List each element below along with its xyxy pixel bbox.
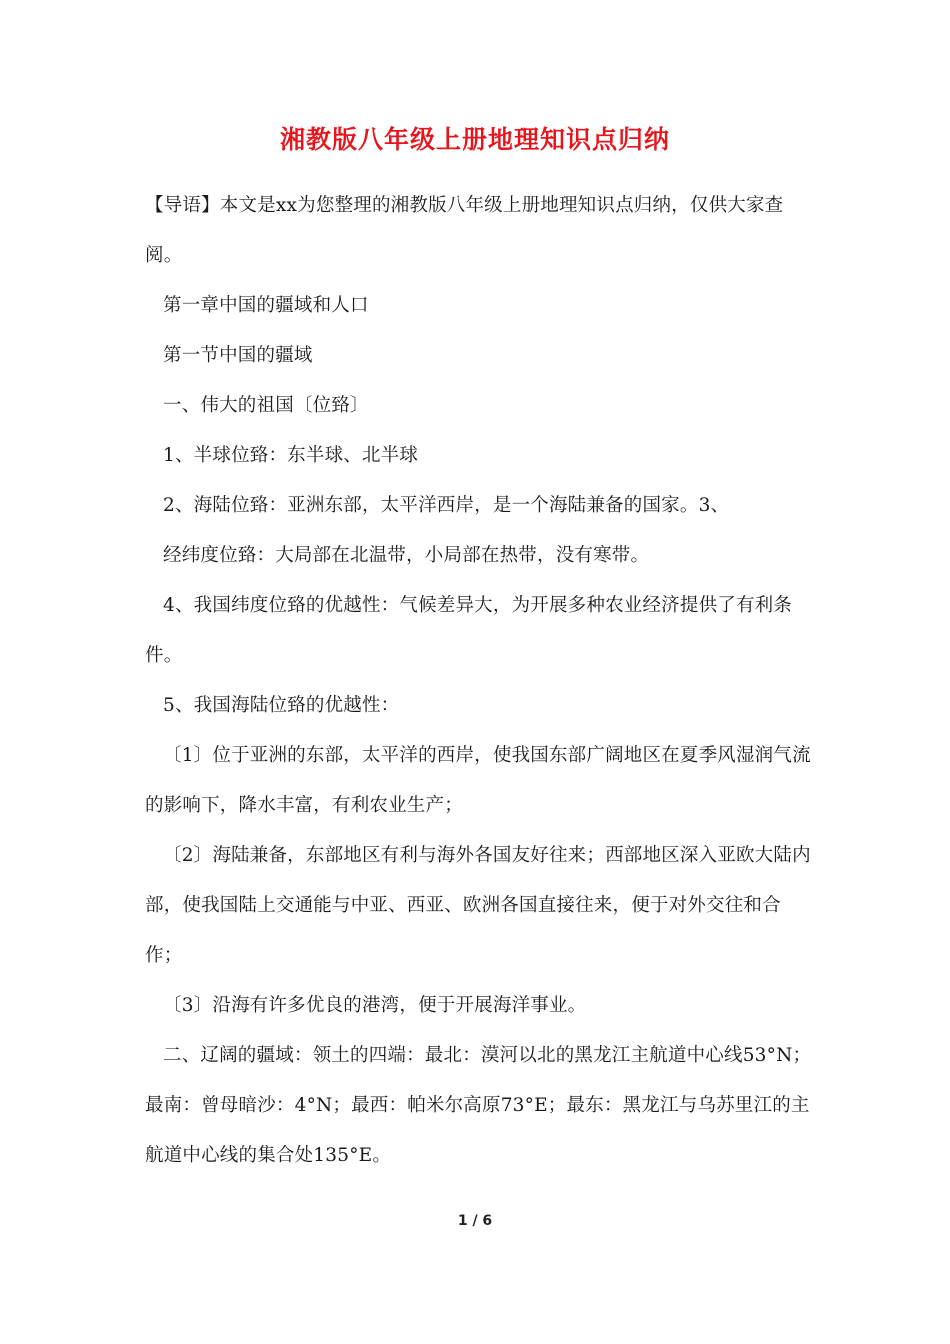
list-item: 2、海陆位臵：亚洲东部，太平洋西岸，是一个海陆兼备的国家。3、: [163, 495, 730, 516]
list-item: 〔1〕位于亚洲的东部，太平洋的西岸，使我国东部广阔地区在夏季风湿润气流的影响下，降水丰富，有利农业生产；: [145, 745, 811, 816]
document-title: 湘教版八年级上册地理知识点归纳: [279, 125, 670, 154]
list-item: 5、我国海陆位臵的优越性：: [163, 695, 400, 716]
page-indicator: 1 / 6: [457, 1213, 493, 1229]
list-item: 经纬度位臵：大局部在北温带，小局部在热带，没有寒带。: [163, 545, 650, 566]
section-heading: 第一节中国的疆域: [163, 345, 313, 366]
list-item: 〔2〕海陆兼备，东部地区有利与海外各国友好往来；西部地区深入亚欧大陆内部，使我国陆上交通能与中亚、西亚、欧洲各国直接往来，便于对外交往和合作；: [145, 845, 811, 966]
chapter-heading: 第一章中国的疆域和人口: [163, 295, 369, 316]
intro-paragraph: 【导语】本文是xx为您整理的湘教版八年级上册地理知识点归纳，仅供大家查阅。: [145, 195, 784, 266]
subsection-paragraph: 二、辽阔的疆域：领土的四端：最北：漠河以北的黑龙江主航道中心线53°N；最南：曾母暗沙：4°N；最西：帕米尔高原73°E；最东：黑龙江与乌苏里江的主航道中心线的集合处135°E。: [145, 1045, 812, 1166]
subsection-heading: 一、伟大的祖国〔位臵〕: [163, 395, 369, 416]
list-item: 1、半球位臵：东半球、北半球: [163, 445, 419, 466]
document-body: [145, 181, 815, 1181]
list-item: 〔3〕沿海有许多优良的港湾，便于开展海洋事业。: [163, 995, 587, 1016]
list-item: 4、我国纬度位臵的优越性：气候差异大，为开展多种农业经济提供了有利条件。: [145, 595, 793, 666]
